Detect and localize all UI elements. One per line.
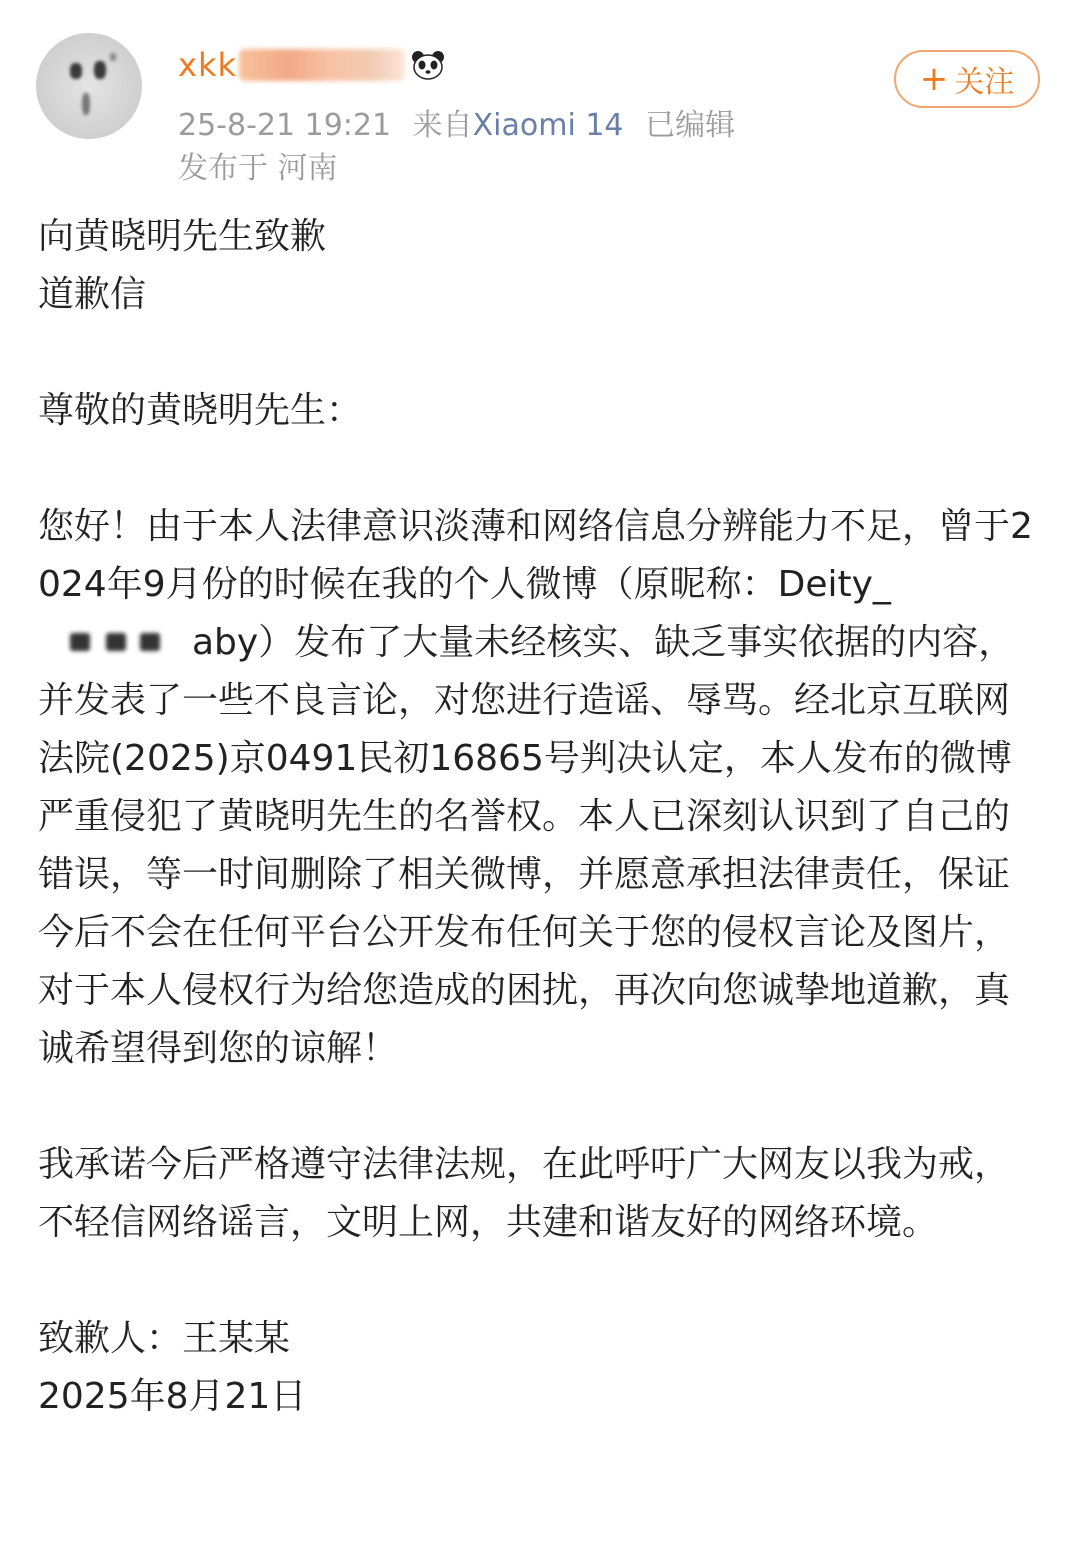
- paragraph-apology: [38, 498, 1042, 1078]
- post-meta: [178, 100, 747, 144]
- post-title: 向黄晓明先生致歉: [38, 216, 327, 257]
- signature: 致歉人：王某某: [38, 1318, 291, 1359]
- name-redaction: [239, 49, 405, 81]
- user-name[interactable]: xkk: [178, 46, 237, 84]
- paragraph-apology-part2: aby）发布了大量未经核实、缺乏事实依据的内容，并发表了一些不良言论，对您进行造谣、辱骂。经北京互联网法院(2025)京0491民初16865号判决认定，本人发布的微博严重侵犯了黄晓明先生的名誉权。本人已深刻认识到了自己的错误，等一时间删除了相关微博，并愿意承担法律责任，保证今后不会在任何平台公开发布任何关于您的侵权言论及图片，对于本人侵权行为给您造成的困扰，再次向您诚挚地道歉，真诚希望得到您的谅解！: [38, 622, 1015, 1069]
- avatar[interactable]: [36, 33, 142, 139]
- device-name[interactable]: Xiaomi 14: [472, 108, 624, 143]
- letter-date: 2025年8月21日: [38, 1376, 307, 1417]
- paragraph-commitment: 我承诺今后严格遵守法律法规，在此呼吁广大网友以我为戒，不轻信网络谣言，文明上网，共建和谐友好的网络环境。: [38, 1144, 1011, 1243]
- post-content: [38, 208, 1042, 1426]
- nickname-redaction: [40, 626, 190, 656]
- plus-icon: +: [919, 59, 949, 99]
- post-header: [0, 0, 1080, 190]
- user-name-row[interactable]: [178, 44, 445, 86]
- paragraph-apology-part1: 您好！由于本人法律意识淡薄和网络信息分辨能力不足，曾于2024年9月份的时候在我的个人微博（原昵称：Deity_: [38, 506, 1033, 605]
- edited-label: 已编辑: [645, 108, 736, 143]
- follow-label: 关注: [954, 65, 1015, 100]
- source-prefix: 来自: [412, 108, 473, 143]
- post-location: 发布于 河南: [178, 151, 338, 186]
- timestamp: 25-8-21 19:21: [178, 108, 392, 143]
- post-subtitle: 道歉信: [38, 274, 147, 315]
- panda-icon: [411, 50, 445, 80]
- salutation: 尊敬的黄晓明先生：: [38, 390, 363, 431]
- follow-button[interactable]: [894, 50, 1040, 108]
